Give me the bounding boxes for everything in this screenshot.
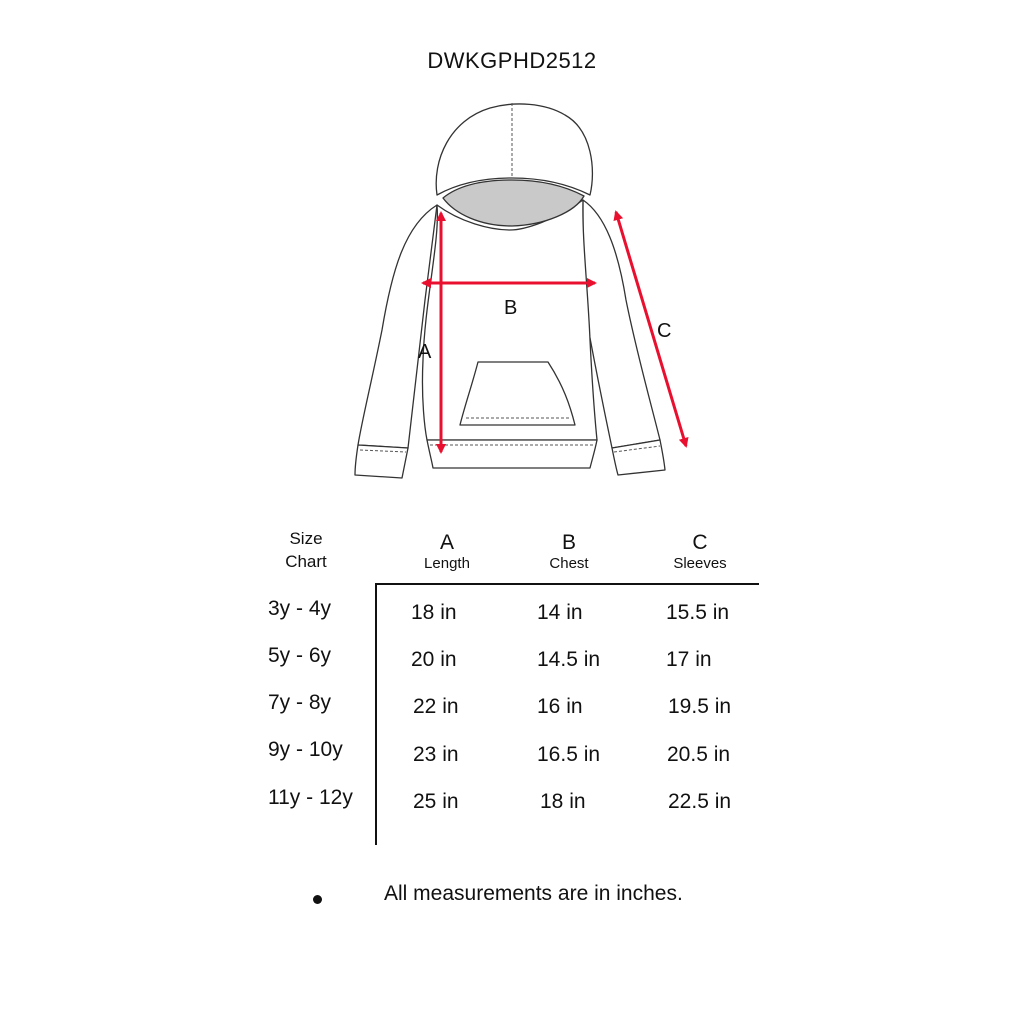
row-value-a: 18 in — [411, 601, 457, 624]
row-size-label: 3y - 4y — [268, 597, 332, 620]
waistband — [427, 440, 597, 468]
row-value-b: 14.5 in — [537, 648, 601, 671]
table-header-divider — [375, 583, 759, 585]
dimension-label-c: C — [657, 320, 672, 342]
row-value-a: 22 in — [413, 695, 459, 718]
table-column-divider — [375, 583, 377, 845]
column-header-a: A Length — [424, 531, 470, 572]
row-size-label: 7y - 8y — [268, 691, 332, 714]
row-value-c: 17 in — [666, 648, 712, 671]
dimension-label-a: A — [418, 341, 432, 363]
row-size-label: 11y - 12y — [268, 786, 353, 809]
product-code: DWKGPHD2512 — [427, 48, 597, 73]
size-chart-label: Size Chart — [285, 529, 327, 571]
row-value-b: 16.5 in — [537, 743, 601, 766]
row-size-label: 9y - 10y — [268, 738, 343, 761]
row-value-c: 15.5 in — [666, 601, 730, 624]
row-value-b: 18 in — [540, 790, 586, 813]
row-value-a: 23 in — [413, 743, 459, 766]
hoodie-diagram — [340, 95, 700, 495]
column-header-b: B Chest — [549, 531, 589, 572]
row-value-c: 20.5 in — [667, 743, 731, 766]
row-value-c: 22.5 in — [668, 790, 732, 813]
bullet-icon — [313, 895, 322, 904]
row-value-c: 19.5 in — [668, 695, 732, 718]
row-value-b: 14 in — [537, 601, 583, 624]
row-size-label: 5y - 6y — [268, 644, 332, 667]
row-value-b: 16 in — [537, 695, 583, 718]
row-value-a: 25 in — [413, 790, 459, 813]
row-value-a: 20 in — [411, 648, 457, 671]
dimension-label-b: B — [504, 297, 518, 319]
column-header-c: C Sleeves — [673, 531, 727, 572]
measurement-note: All measurements are in inches. — [384, 882, 683, 905]
